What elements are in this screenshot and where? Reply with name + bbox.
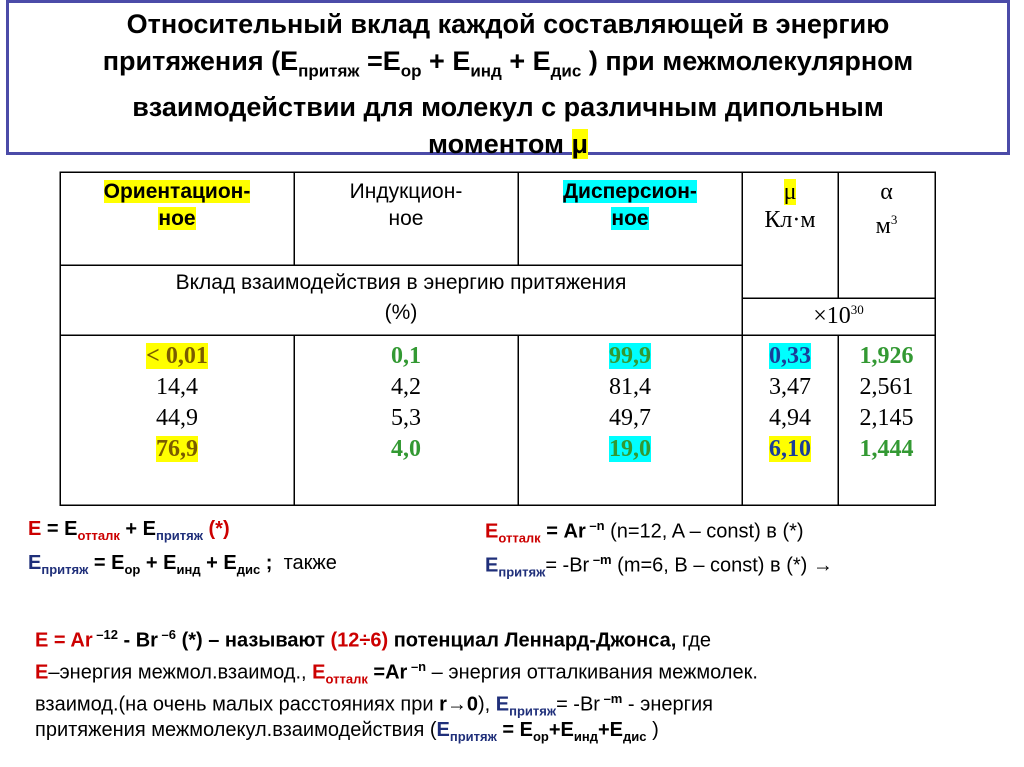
formula-attraction: $E_{притяж}= -Br$ $^{-m}$ (m=6, B – const) в (*) → bbox=[485, 552, 833, 580]
title-line-1: Относительный вклад каждой составляющей в энергию bbox=[126, 9, 890, 39]
mu-row-4: 6,10 bbox=[769, 436, 811, 462]
lj-line-1: E = Ar $^{-12}$ - Br $^{-6}$ (*) – называют (12÷6) потенциал Леннард-Джонса, где bbox=[35, 627, 712, 652]
alpha-row-2: 2,561 bbox=[859, 374, 914, 400]
disp-row-2: 81,4 bbox=[609, 374, 651, 400]
header-dispersion: Дисперсион- ное bbox=[563, 180, 697, 230]
header-orientational: Ориентацион- ное bbox=[103, 180, 251, 230]
title-line-4: моментом μ bbox=[427, 129, 589, 160]
induct-row-3: 5,3 bbox=[391, 405, 421, 431]
lj-line-4: притяжения межмолекул.взаимодействия ($E_{притяж} = E_{ор}+E_{инд}+E_{дис}$ ) bbox=[35, 719, 659, 744]
disp-row-3: 49,7 bbox=[609, 405, 651, 431]
formula-attraction-sum: $E_{притяж} = E_{ор} + E_{инд} + E_{дис}$ ; также bbox=[28, 552, 337, 577]
header-inductive: Индукцион- ное bbox=[349, 180, 463, 230]
alpha-row-3: 2,145 bbox=[859, 405, 914, 431]
orient-row-3: 44,9 bbox=[156, 405, 198, 431]
lj-line-2: E–энергия межмол.взаимод., $E_{отталк} =Ar$ $^{-n}$ – энергия отталкивания межмолек. bbox=[35, 659, 758, 687]
induct-row-4: 4,0 bbox=[391, 436, 421, 462]
mu-symbol: μ bbox=[783, 179, 797, 205]
mu-unit: Кл·м bbox=[764, 207, 816, 233]
mu-row-2: 3,47 bbox=[769, 374, 811, 400]
mu-row-3: 4,94 bbox=[769, 405, 811, 431]
alpha-row-1: 1,926 bbox=[859, 343, 914, 369]
header-polarizability: α $м^3$ bbox=[875, 179, 898, 239]
header-dipole-moment bbox=[742, 178, 838, 234]
title-line-3: взаимодействии для молекул с различным дипольным bbox=[132, 92, 884, 123]
orient-row-1: < 0,01 bbox=[146, 343, 208, 369]
title-line-2: притяжения ($E_{притяж} =E_{ор} + E_{инд} + E_{дис}$ ) при межмолекулярном bbox=[102, 46, 914, 81]
disp-row-1: 99,9 bbox=[609, 343, 651, 369]
orient-row-4: 76,9 bbox=[156, 436, 198, 462]
header-contribution: Вклад взаимодействия в энергию притяжения (%) bbox=[175, 271, 627, 324]
induct-row-2: 4,2 bbox=[391, 374, 421, 400]
alpha-row-4: 1,444 bbox=[859, 436, 914, 462]
disp-row-4: 19,0 bbox=[609, 436, 651, 462]
formula-repulsion: $E_{отталк} = Ar$ $^{-n}$ (n=12, A – const) в (*) bbox=[485, 518, 804, 546]
header-scale: $\times 10^{30}$ bbox=[813, 302, 864, 329]
formula-total-energy: $E = E_{отталк} + E_{притяж}$ (*) bbox=[28, 518, 230, 543]
mu-symbol: μ bbox=[571, 129, 589, 160]
orient-row-2: 14,4 bbox=[156, 374, 198, 400]
slide-title bbox=[6, 0, 1010, 160]
lj-line-3: взаимод.(на очень малых расстояниях при r→0), $E_{притяж}= -Br$ $^{-m}$ - энергия bbox=[35, 691, 713, 719]
induct-row-1: 0,1 bbox=[391, 343, 421, 369]
mu-row-1: 0,33 bbox=[769, 343, 811, 369]
